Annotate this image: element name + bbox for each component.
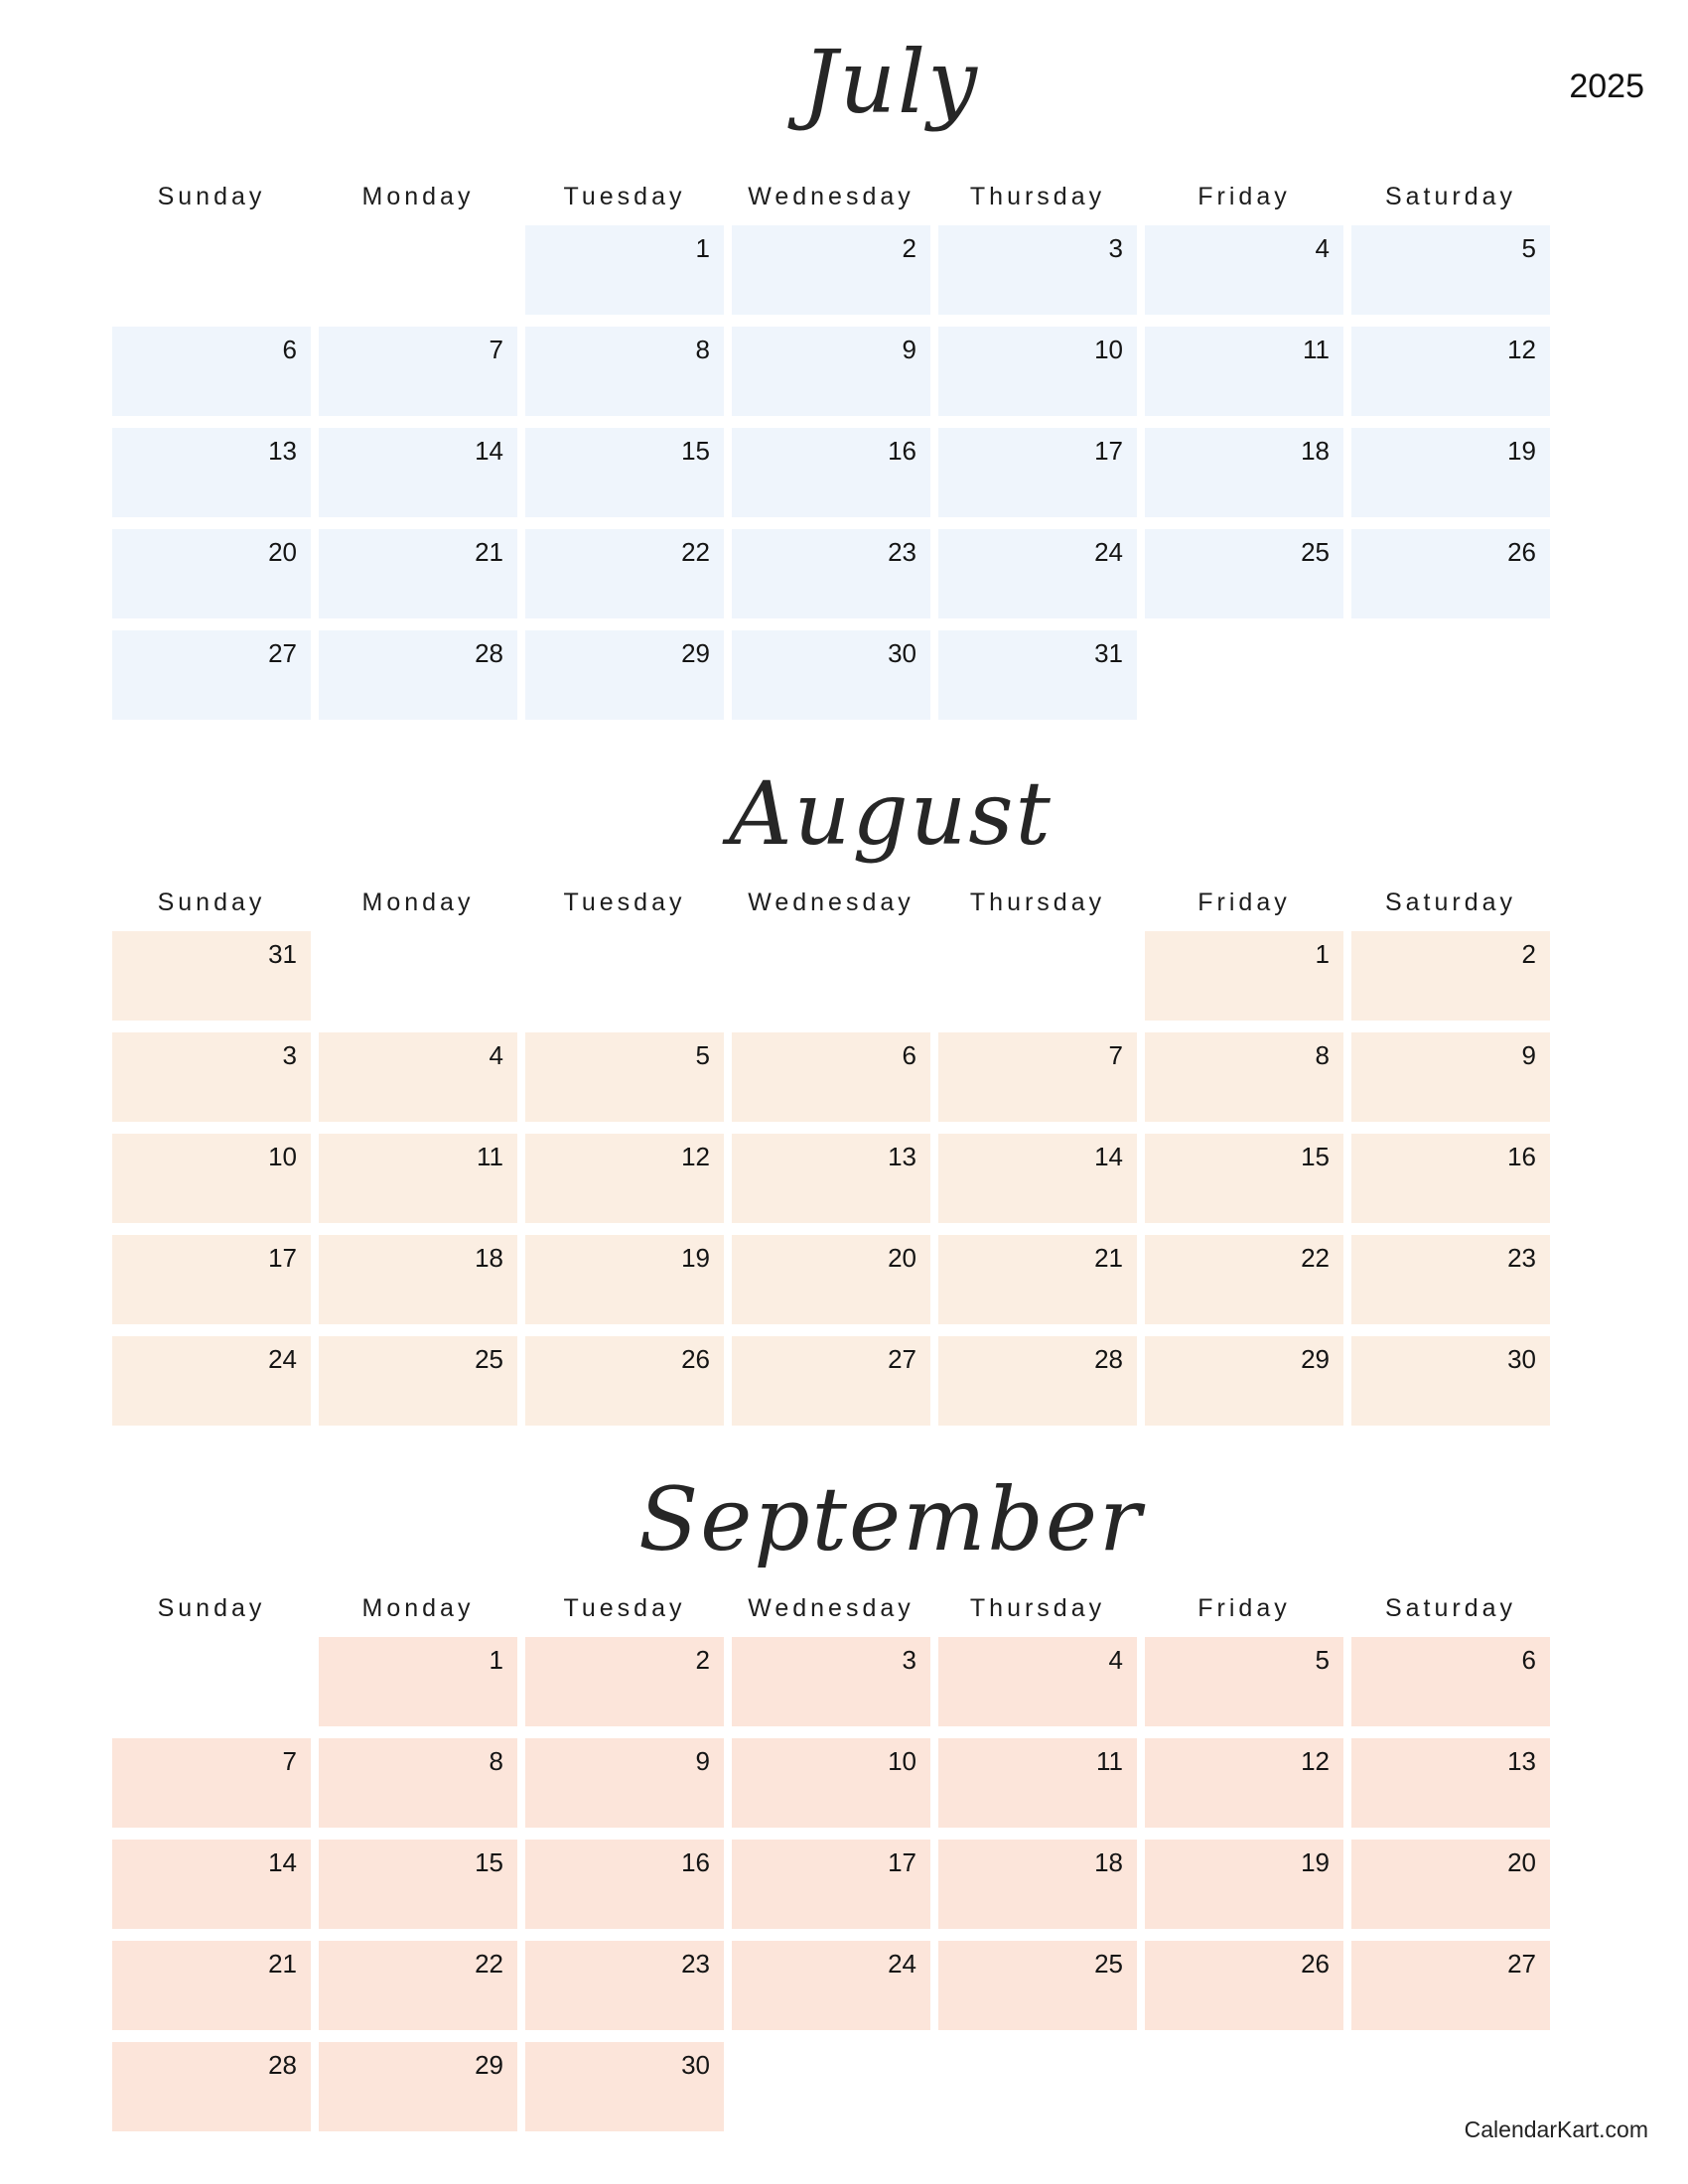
day-number: 8 (1315, 1040, 1330, 1070)
day-cell (1145, 931, 1343, 1021)
day-number: 17 (888, 1847, 916, 1877)
month-title: July (802, 31, 979, 133)
day-number: 24 (1094, 537, 1123, 567)
day-cell (112, 1235, 311, 1324)
day-number: 2 (695, 1645, 710, 1675)
day-cell (938, 1738, 1137, 1828)
month-section-august (112, 750, 1550, 1426)
day-number: 22 (1301, 1243, 1330, 1273)
weekday-label: Wednesday (748, 888, 914, 916)
day-cell (938, 1235, 1137, 1324)
day-number: 31 (268, 939, 297, 969)
day-cell (319, 1941, 517, 2030)
empty-cell (319, 225, 517, 315)
day-number: 29 (681, 638, 710, 668)
weekday-label: Tuesday (563, 1594, 686, 1622)
day-grid (112, 1637, 1550, 2131)
day-cell (1351, 1235, 1550, 1324)
day-number: 1 (695, 233, 710, 263)
day-cell (732, 529, 930, 618)
day-cell (1351, 1134, 1550, 1223)
day-number: 29 (1301, 1344, 1330, 1374)
day-number: 12 (1301, 1746, 1330, 1776)
day-number: 23 (888, 537, 916, 567)
day-cell (112, 1032, 311, 1122)
day-number: 7 (282, 1746, 297, 1776)
day-cell (525, 630, 724, 720)
day-number: 8 (489, 1746, 503, 1776)
day-number: 15 (475, 1847, 503, 1877)
day-number: 8 (695, 335, 710, 364)
day-cell (938, 1134, 1137, 1223)
weekday-label: Thursday (969, 888, 1106, 916)
day-cell (1351, 931, 1550, 1021)
day-cell (1145, 1941, 1343, 2030)
day-number: 22 (475, 1949, 503, 1979)
day-cell (112, 327, 311, 416)
day-cell (319, 1134, 517, 1223)
day-number: 13 (1507, 1746, 1536, 1776)
day-cell (525, 1336, 724, 1426)
day-cell (1351, 1738, 1550, 1828)
day-cell (732, 1738, 930, 1828)
day-number: 31 (1094, 638, 1123, 668)
day-number: 20 (888, 1243, 916, 1273)
empty-cell (732, 931, 930, 1021)
day-number: 21 (268, 1949, 297, 1979)
weekday-label: Friday (1197, 1594, 1291, 1622)
empty-cell (112, 1637, 311, 1726)
day-cell (1145, 428, 1343, 517)
empty-cell (525, 931, 724, 1021)
day-number: 11 (1303, 335, 1330, 364)
day-number: 4 (1108, 1645, 1123, 1675)
day-number: 4 (489, 1040, 503, 1070)
day-cell (1351, 529, 1550, 618)
day-number: 14 (475, 436, 503, 466)
day-number: 22 (681, 537, 710, 567)
empty-cell (938, 931, 1137, 1021)
day-cell (319, 428, 517, 517)
empty-cell (938, 2042, 1137, 2131)
day-cell (1351, 428, 1550, 517)
day-number: 10 (1094, 335, 1123, 364)
day-number: 18 (1301, 436, 1330, 466)
day-cell (112, 931, 311, 1021)
day-cell (732, 1941, 930, 2030)
weekday-label: Friday (1197, 183, 1291, 210)
day-number: 30 (888, 638, 916, 668)
day-number: 5 (695, 1040, 710, 1070)
day-number: 19 (1507, 436, 1536, 466)
empty-cell (1145, 630, 1343, 720)
day-cell (732, 428, 930, 517)
weekday-label: Monday (361, 888, 475, 916)
day-number: 28 (475, 638, 503, 668)
day-cell (938, 1032, 1137, 1122)
day-cell (1145, 1134, 1343, 1223)
day-cell (1351, 327, 1550, 416)
weekday-header-row (112, 183, 1550, 211)
day-cell (938, 1941, 1137, 2030)
day-number: 14 (268, 1847, 297, 1877)
day-number: 30 (1507, 1344, 1536, 1374)
day-cell (732, 327, 930, 416)
day-cell (112, 2042, 311, 2131)
day-cell (112, 1134, 311, 1223)
brand-footer: CalendarKart.com (1464, 2116, 1648, 2142)
weekday-label: Sunday (157, 1594, 266, 1622)
day-number: 16 (888, 436, 916, 466)
month-title: September (637, 1468, 1144, 1570)
day-number: 21 (1094, 1243, 1123, 1273)
day-cell (732, 1637, 930, 1726)
day-cell (112, 1336, 311, 1426)
day-cell (1351, 1637, 1550, 1726)
weekday-header-row (112, 1594, 1550, 1623)
day-number: 12 (1507, 335, 1536, 364)
weekday-label: Saturday (1384, 1594, 1517, 1622)
day-cell (1145, 225, 1343, 315)
day-number: 16 (1507, 1142, 1536, 1171)
day-grid (112, 225, 1550, 720)
day-number: 30 (681, 2050, 710, 2080)
day-cell (732, 630, 930, 720)
day-cell (112, 1941, 311, 2030)
month-section-september (112, 1455, 1550, 2131)
day-number: 5 (1521, 233, 1536, 263)
day-cell (319, 1840, 517, 1929)
day-cell (112, 1840, 311, 1929)
day-cell (732, 1336, 930, 1426)
year-label: 2025 (1569, 68, 1644, 105)
month-title: August (729, 762, 1053, 865)
day-number: 13 (268, 436, 297, 466)
day-cell (1351, 225, 1550, 315)
day-cell (732, 225, 930, 315)
day-cell (319, 2042, 517, 2131)
day-cell (1145, 1637, 1343, 1726)
day-cell (938, 225, 1137, 315)
day-number: 29 (475, 2050, 503, 2080)
weekday-header-row (112, 888, 1550, 917)
day-number: 18 (475, 1243, 503, 1273)
day-number: 27 (1507, 1949, 1536, 1979)
day-number: 23 (681, 1949, 710, 1979)
day-cell (525, 1235, 724, 1324)
day-cell (1145, 1738, 1343, 1828)
day-number: 16 (681, 1847, 710, 1877)
day-cell (938, 1637, 1137, 1726)
day-number: 6 (282, 335, 297, 364)
day-cell (319, 630, 517, 720)
day-cell (525, 1941, 724, 2030)
day-cell (525, 225, 724, 315)
weekday-label: Thursday (969, 1594, 1106, 1622)
weekday-label: Wednesday (748, 1594, 914, 1622)
day-number: 7 (489, 335, 503, 364)
day-cell (319, 1032, 517, 1122)
day-number: 12 (681, 1142, 710, 1171)
day-cell (1351, 1032, 1550, 1122)
day-number: 13 (888, 1142, 916, 1171)
day-cell (525, 1134, 724, 1223)
weekday-label: Monday (361, 1594, 475, 1622)
day-cell (319, 1637, 517, 1726)
day-cell (732, 1840, 930, 1929)
day-number: 26 (1301, 1949, 1330, 1979)
day-cell (1145, 529, 1343, 618)
day-number: 1 (1315, 939, 1330, 969)
day-cell (732, 1235, 930, 1324)
day-number: 18 (1094, 1847, 1123, 1877)
day-cell (1145, 1336, 1343, 1426)
day-number: 6 (1521, 1645, 1536, 1675)
day-number: 2 (1521, 939, 1536, 969)
day-number: 9 (695, 1746, 710, 1776)
weekday-label: Friday (1197, 888, 1291, 916)
day-number: 25 (1301, 537, 1330, 567)
day-cell (525, 1032, 724, 1122)
weekday-label: Sunday (157, 183, 266, 210)
day-number: 3 (282, 1040, 297, 1070)
day-cell (525, 327, 724, 416)
day-cell (732, 1134, 930, 1223)
weekday-label: Monday (361, 183, 475, 210)
day-cell (938, 428, 1137, 517)
day-cell (1145, 327, 1343, 416)
day-cell (525, 428, 724, 517)
day-number: 26 (681, 1344, 710, 1374)
day-number: 20 (1507, 1847, 1536, 1877)
day-cell (732, 1032, 930, 1122)
day-cell (112, 529, 311, 618)
calendar-content (112, 0, 1550, 2131)
weekday-label: Wednesday (748, 183, 914, 210)
day-cell (938, 529, 1137, 618)
day-cell (525, 1637, 724, 1726)
day-number: 27 (268, 638, 297, 668)
day-number: 1 (489, 1645, 503, 1675)
day-number: 4 (1315, 233, 1330, 263)
weekday-label: Tuesday (563, 888, 686, 916)
day-cell (1351, 1336, 1550, 1426)
day-number: 25 (475, 1344, 503, 1374)
day-number: 21 (475, 537, 503, 567)
day-number: 24 (888, 1949, 916, 1979)
day-cell (525, 2042, 724, 2131)
day-cell (319, 327, 517, 416)
weekday-label: Sunday (157, 888, 266, 916)
day-number: 9 (902, 335, 916, 364)
empty-cell (1145, 2042, 1343, 2131)
day-number: 14 (1094, 1142, 1123, 1171)
day-number: 11 (1096, 1746, 1123, 1776)
day-number: 10 (888, 1746, 916, 1776)
day-number: 17 (268, 1243, 297, 1273)
day-cell (938, 630, 1137, 720)
empty-cell (732, 2042, 930, 2131)
day-cell (319, 1738, 517, 1828)
day-cell (112, 428, 311, 517)
day-number: 5 (1315, 1645, 1330, 1675)
day-number: 27 (888, 1344, 916, 1374)
day-cell (319, 1235, 517, 1324)
day-number: 10 (268, 1142, 297, 1171)
empty-cell (319, 931, 517, 1021)
day-number: 20 (268, 537, 297, 567)
day-number: 3 (902, 1645, 916, 1675)
day-cell (319, 529, 517, 618)
day-number: 3 (1108, 233, 1123, 263)
day-number: 26 (1507, 537, 1536, 567)
day-number: 9 (1521, 1040, 1536, 1070)
day-cell (525, 529, 724, 618)
day-cell (1145, 1840, 1343, 1929)
day-number: 28 (268, 2050, 297, 2080)
day-number: 6 (902, 1040, 916, 1070)
day-number: 17 (1094, 436, 1123, 466)
day-cell (525, 1738, 724, 1828)
day-grid (112, 931, 1550, 1426)
day-number: 19 (681, 1243, 710, 1273)
day-cell (112, 1738, 311, 1828)
day-cell (1145, 1235, 1343, 1324)
day-cell (319, 1336, 517, 1426)
day-cell (938, 1336, 1137, 1426)
day-number: 19 (1301, 1847, 1330, 1877)
weekday-label: Tuesday (563, 183, 686, 210)
month-section-july (112, 0, 1550, 720)
day-cell (1145, 1032, 1343, 1122)
weekday-label: Saturday (1384, 888, 1517, 916)
day-cell (938, 327, 1137, 416)
day-cell (938, 1840, 1137, 1929)
day-number: 11 (477, 1142, 503, 1171)
day-cell (1351, 1941, 1550, 2030)
day-cell (112, 630, 311, 720)
day-number: 23 (1507, 1243, 1536, 1273)
empty-cell (1351, 630, 1550, 720)
day-number: 2 (902, 233, 916, 263)
empty-cell (112, 225, 311, 315)
day-number: 7 (1108, 1040, 1123, 1070)
weekday-label: Thursday (969, 183, 1106, 210)
day-number: 24 (268, 1344, 297, 1374)
day-number: 15 (1301, 1142, 1330, 1171)
day-number: 25 (1094, 1949, 1123, 1979)
day-cell (525, 1840, 724, 1929)
day-cell (1351, 1840, 1550, 1929)
day-number: 15 (681, 436, 710, 466)
day-number: 28 (1094, 1344, 1123, 1374)
weekday-label: Saturday (1384, 183, 1517, 210)
